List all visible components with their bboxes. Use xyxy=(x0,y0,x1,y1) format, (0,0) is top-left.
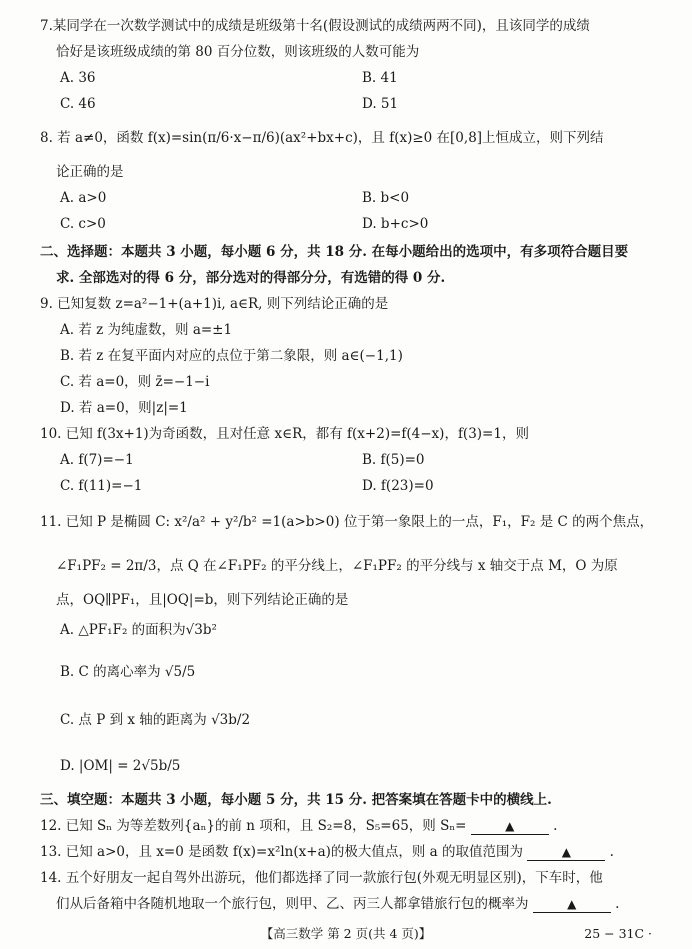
q8-stem-line2: 论正确的是 xyxy=(56,164,124,180)
q13-end: . xyxy=(609,844,614,860)
section2-heading-line1: 二、选择题：本题共 3 小题，每小题 6 分，共 18 分. 在每小题给出的选项中，有多项符合题目要 xyxy=(40,244,629,260)
q8-stem-line1: 8. 若 a≠0，函数 f(x)=sin(π/6·x−π/6)(ax²+bx+c)，且 f(x)≥0 在[0,8]上恒成立，则下列结 xyxy=(40,130,604,146)
q14-line2 xyxy=(56,894,619,914)
q8-option-b: B. b<0 xyxy=(362,190,410,206)
q8-option-c: C. c>0 xyxy=(60,216,106,232)
q9-option-d: D. 若 a=0，则|z|=1 xyxy=(60,400,188,416)
q14-stem-line1: 14. 五个好朋友一起自驾外出游玩，他们都选择了同一款旅行包(外观无明显区别)，下车时，他 xyxy=(40,870,603,886)
q10-option-a: A. f(7)=−1 xyxy=(60,452,134,468)
q14-answer-blank xyxy=(533,896,611,913)
q12-end: . xyxy=(553,818,558,834)
q10-option-d: D. f(23)=0 xyxy=(362,478,434,494)
q10-option-c: C. f(11)=−1 xyxy=(60,478,143,494)
q7-option-a: A. 36 xyxy=(60,70,96,86)
triangle-icon: ▲ xyxy=(567,897,577,911)
q12-line xyxy=(40,816,557,836)
q11-option-b: B. C 的离心率为 √5/5 xyxy=(60,664,196,680)
q9-option-c: C. 若 a=0，则 z̄=−1−i xyxy=(60,374,210,390)
q13-line xyxy=(40,842,614,862)
q12-text: 12. 已知 Sₙ 为等差数列{aₙ}的前 n 项和，且 S₂=8，S₅=65，则 Sₙ= xyxy=(40,818,467,834)
q13-answer-blank xyxy=(527,844,605,861)
q14-end: . xyxy=(615,896,620,912)
q9-option-a: A. 若 z 为纯虚数，则 a=±1 xyxy=(60,322,233,338)
q9-option-b: B. 若 z 在复平面内对应的点位于第二象限，则 a∈(−1,1) xyxy=(60,348,403,364)
q11-option-d: D. |OM| = 2√5b/5 xyxy=(60,758,181,774)
q11-option-c: C. 点 P 到 x 轴的距离为 √3b/2 xyxy=(60,712,251,728)
triangle-icon: ▲ xyxy=(561,845,571,859)
paper-code: 25 − 31C · xyxy=(584,926,652,941)
q8-option-d: D. b+c>0 xyxy=(362,216,429,232)
q11-stem-line3: 点，OQ∥PF₁，且|OQ|=b，则下列结论正确的是 xyxy=(56,592,349,608)
q7-option-d: D. 51 xyxy=(362,96,399,112)
q11-stem-line1: 11. 已知 P 是椭圆 C: x²/a² + y²/b² =1(a>b>0) 位于第一象限上的一点，F₁，F₂ 是 C 的两个焦点， xyxy=(40,514,654,530)
q9-stem: 9. 已知复数 z=a²−1+(a+1)i, a∈R, 则下列结论正确的是 xyxy=(40,296,389,312)
q10-stem: 10. 已知 f(3x+1)为奇函数，且对任意 x∈R，都有 f(x+2)=f(4−x)，f(3)=1，则 xyxy=(40,426,529,442)
section3-heading: 三、填空题：本题共 3 小题，每小题 5 分，共 15 分. 把答案填在答题卡中的横线上. xyxy=(40,792,552,808)
q11-option-a: A. △PF₁F₂ 的面积为√3b² xyxy=(60,622,217,638)
page-footer: 【高三数学 第 2 页(共 4 页)】 xyxy=(260,926,432,941)
q7-stem-line1: 7.某同学在一次数学测试中的成绩是班级第十名(假设测试的成绩两两不同)，且该同学的成绩 xyxy=(40,18,590,34)
section2-heading-line2: 求. 全部选对的得 6 分，部分选对的得部分分，有选错的得 0 分. xyxy=(56,270,446,286)
triangle-icon: ▲ xyxy=(505,819,515,833)
q14-text: 们从后备箱中各随机地取一个旅行包，则甲、乙、丙三人都拿错旅行包的概率为 xyxy=(56,896,529,912)
q13-text: 13. 已知 a>0，且 x=0 是函数 f(x)=x²ln(x+a)的极大值点，则 a 的取值范围为 xyxy=(40,844,524,860)
q10-option-b: B. f(5)=0 xyxy=(362,452,425,468)
q11-stem-line2: ∠F₁PF₂ = 2π/3，点 Q 在∠F₁PF₂ 的平分线上，∠F₁PF₂ 的平分线与 x 轴交于点 M，O 为原 xyxy=(56,558,618,574)
q7-option-c: C. 46 xyxy=(60,96,96,112)
q12-answer-blank xyxy=(471,818,549,835)
q7-option-b: B. 41 xyxy=(362,70,398,86)
q7-stem-line2: 恰好是该班级成绩的第 80 百分位数，则该班级的人数可能为 xyxy=(56,44,420,60)
q8-option-a: A. a>0 xyxy=(60,190,107,206)
